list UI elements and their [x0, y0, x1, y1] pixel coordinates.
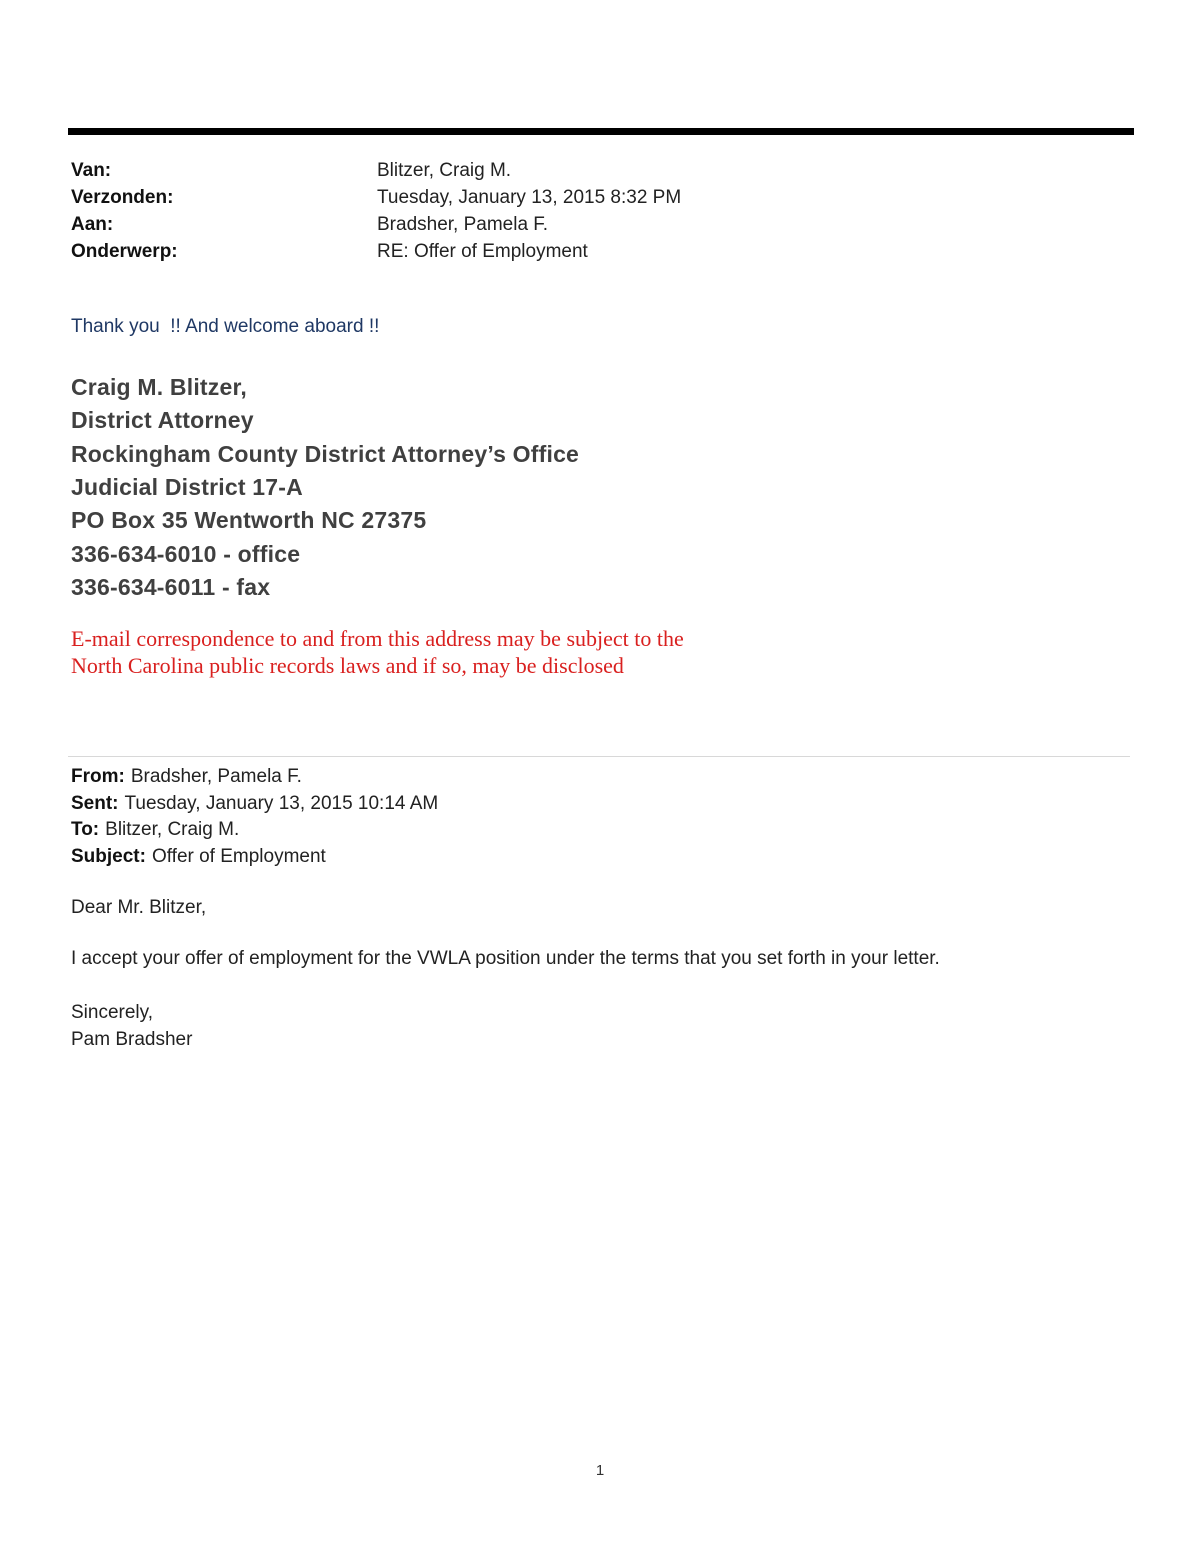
signature-name: Craig M. Blitzer, [71, 374, 247, 401]
message-divider [68, 756, 1130, 757]
letter-greeting: Dear Mr. Blitzer, [71, 897, 207, 918]
header-row-subject [71, 238, 971, 265]
orig-value-to: Blitzer, Craig M. [105, 819, 240, 841]
header-row-to [71, 211, 971, 238]
header-row-sent [71, 184, 971, 211]
email-signature [71, 371, 971, 604]
closing-sender: Pam Bradsher [71, 1028, 193, 1050]
header-value-subject: RE: Offer of Employment [377, 240, 588, 262]
orig-label-subject: Subject: [71, 845, 146, 867]
signature-fax: 336-634-6011 - fax [71, 573, 271, 600]
letter-paragraph: I accept your offer of employment for the VWLA position under the terms that you set forth in your letter. [71, 948, 940, 969]
reply-message: Thank you !! And welcome aboard !! [71, 316, 380, 337]
header-label-subject: Onderwerp: [71, 240, 178, 262]
orig-value-subject: Offer of Employment [151, 845, 326, 867]
header-label-from: Van: [71, 159, 112, 181]
letter-closing [71, 1000, 192, 1053]
signature-office: Rockingham County District Attorney’s Office [71, 440, 580, 467]
orig-value-from: Bradsher, Pamela F. [130, 766, 302, 788]
orig-row-subject [71, 844, 971, 871]
orig-row-from [71, 764, 971, 791]
signature-phone: 336-634-6010 - office [71, 540, 301, 567]
header-label-sent: Verzonden: [71, 186, 174, 208]
header-value-to: Bradsher, Pamela F. [377, 213, 549, 235]
orig-label-from: From: [71, 766, 125, 788]
orig-value-sent: Tuesday, January 13, 2015 10:14 AM [124, 792, 439, 814]
closing-salutation: Sincerely, [71, 1002, 154, 1023]
reply-email-header [71, 157, 971, 265]
disclaimer-line-1: E-mail correspondence to and from this address may be subject to the [71, 626, 684, 651]
orig-label-sent: Sent: [71, 792, 119, 814]
orig-row-to [71, 817, 971, 844]
orig-label-to: To: [71, 819, 100, 841]
page-number: 1 [595, 1462, 605, 1479]
top-rule [68, 128, 1134, 135]
header-value-sent: Tuesday, January 13, 2015 8:32 PM [377, 186, 682, 208]
signature-district: Judicial District 17-A [71, 474, 303, 501]
public-records-disclaimer [71, 625, 971, 679]
signature-address: PO Box 35 Wentworth NC 27375 [71, 507, 427, 534]
header-value-from: Blitzer, Craig M. [377, 159, 512, 181]
orig-row-sent [71, 791, 971, 818]
header-label-to: Aan: [71, 213, 114, 235]
signature-title: District Attorney [71, 407, 254, 434]
header-row-from [71, 157, 971, 184]
original-email-header [71, 764, 971, 870]
disclaimer-line-2: North Carolina public records laws and if so, may be disclosed [71, 653, 624, 678]
